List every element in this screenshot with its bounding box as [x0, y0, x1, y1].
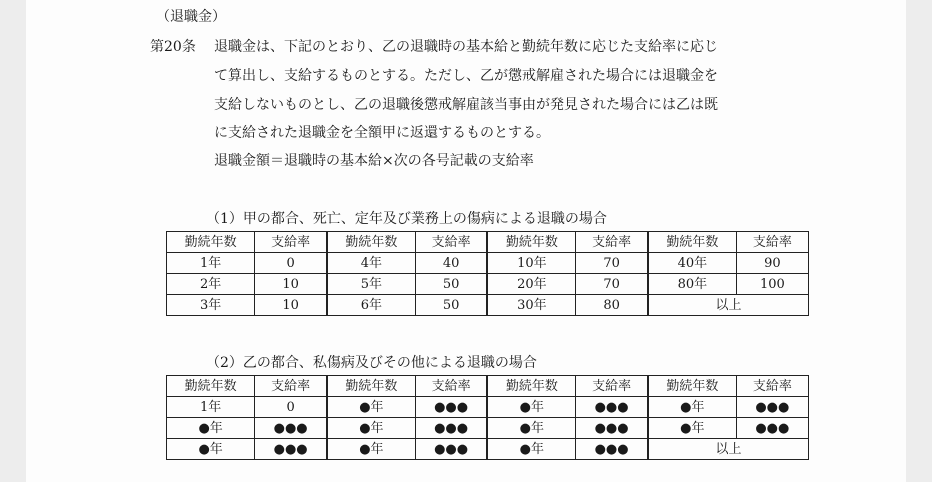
cell-years: ●年 [648, 418, 736, 439]
cell-years: 6年 [327, 295, 415, 316]
cell-years: ●年 [327, 418, 415, 439]
table1-caption: （1）甲の都合、死亡、定年及び業務上の傷病による退職の場合 [206, 211, 607, 227]
header-rate: 支給率 [255, 376, 327, 397]
table-header-row [167, 232, 809, 253]
article-text-line: 退職金は、下記のとおり、乙の退職時の基本給と勤続年数に応じた支給率に応じ [214, 39, 718, 55]
cell-rate: ●●● [576, 439, 648, 460]
cell-rate: 0 [255, 253, 327, 274]
article-number: 第20条 [150, 39, 196, 55]
table-row [167, 418, 809, 439]
cell-years: 1年 [167, 397, 255, 418]
table2-caption: （2）乙の都合、私傷病及びその他による退職の場合 [206, 355, 537, 371]
section-heading: （退職金） [156, 9, 226, 25]
header-years: 勤続年数 [167, 376, 255, 397]
cell-rate: 10 [255, 274, 327, 295]
article-text-line: 支給しないものとし、乙の退職後懲戒解雇該当事由が発見された場合には乙は既 [214, 97, 718, 113]
cell-rate: 40 [415, 253, 487, 274]
table-header-row [167, 376, 809, 397]
cell-years: 10年 [487, 253, 575, 274]
cell-rate: ●●● [415, 439, 487, 460]
cell-rate: 10 [255, 295, 327, 316]
table-row [167, 439, 809, 460]
header-years: 勤続年数 [487, 376, 575, 397]
cell-rate: ●●● [255, 418, 327, 439]
cell-years: ●年 [487, 439, 575, 460]
header-rate: 支給率 [736, 232, 808, 253]
header-years: 勤続年数 [648, 232, 736, 253]
header-years: 勤続年数 [167, 232, 255, 253]
cell-rate: ●●● [415, 397, 487, 418]
rate-table-2 [166, 375, 809, 460]
document-page [26, 0, 906, 482]
cell-years: 1年 [167, 253, 255, 274]
cell-years: ●年 [487, 397, 575, 418]
header-years: 勤続年数 [327, 232, 415, 253]
header-years: 勤続年数 [327, 376, 415, 397]
cell-years: ●年 [327, 397, 415, 418]
article-text-line: に支給された退職金を全額甲に返還するものとする。 [214, 125, 550, 141]
header-rate: 支給率 [736, 376, 808, 397]
cell-years: ●年 [648, 397, 736, 418]
cell-years: ●年 [167, 418, 255, 439]
header-rate: 支給率 [415, 232, 487, 253]
cell-rate: 50 [415, 274, 487, 295]
cell-rate: ●●● [736, 418, 808, 439]
cell-rate: ●●● [736, 397, 808, 418]
cell-years: 5年 [327, 274, 415, 295]
cell-years: 3年 [167, 295, 255, 316]
cell-rate: ●●● [576, 418, 648, 439]
cell-years: 40年 [648, 253, 736, 274]
cell-rate: 80 [576, 295, 648, 316]
cell-and-above: 以上 [648, 295, 809, 316]
cell-years: 20年 [487, 274, 575, 295]
table-row [167, 295, 809, 316]
rate-table-1 [166, 231, 809, 316]
article-text-line: て算出し、支給するものとする。ただし、乙が懲戒解雇された場合には退職金を [214, 68, 718, 84]
cell-rate: ●●● [576, 397, 648, 418]
payment-formula: 退職金額＝退職時の基本給×次の各号記載の支給率 [214, 153, 534, 169]
header-years: 勤続年数 [648, 376, 736, 397]
cell-rate: 0 [255, 397, 327, 418]
cell-rate: 90 [736, 253, 808, 274]
cell-rate: 70 [576, 253, 648, 274]
table-row [167, 397, 809, 418]
header-rate: 支給率 [415, 376, 487, 397]
cell-years: 2年 [167, 274, 255, 295]
table-row [167, 274, 809, 295]
cell-and-above: 以上 [648, 439, 809, 460]
cell-rate: 70 [576, 274, 648, 295]
cell-years: ●年 [167, 439, 255, 460]
cell-years: 4年 [327, 253, 415, 274]
cell-years: 30年 [487, 295, 575, 316]
cell-rate: ●●● [415, 418, 487, 439]
cell-years: ●年 [487, 418, 575, 439]
cell-years: ●年 [327, 439, 415, 460]
header-years: 勤続年数 [487, 232, 575, 253]
cell-rate: ●●● [255, 439, 327, 460]
cell-rate: 100 [736, 274, 808, 295]
header-rate: 支給率 [255, 232, 327, 253]
header-rate: 支給率 [576, 376, 648, 397]
cell-rate: 50 [415, 295, 487, 316]
header-rate: 支給率 [576, 232, 648, 253]
table-row [167, 253, 809, 274]
cell-years: 80年 [648, 274, 736, 295]
